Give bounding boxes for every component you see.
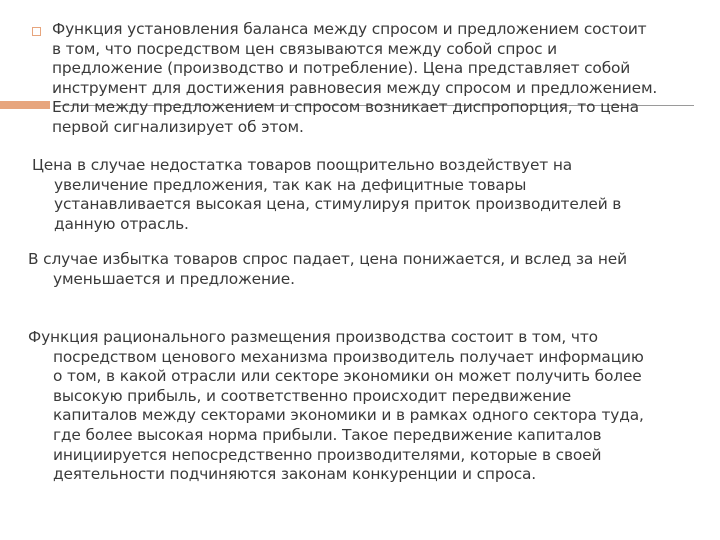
text-line: в том, что посредством цен связываются между собой спрос и bbox=[52, 39, 558, 58]
text-line: о том, в какой отрасли или секторе экономики он может получить более bbox=[53, 367, 642, 386]
text-line: где более высокая норма прибыли. Такое передвижение капиталов bbox=[53, 425, 602, 444]
text-line: устанавливается высокая цена, стимулируя приток производителей в bbox=[54, 195, 622, 214]
text-line: высокую прибыль, и соответственно происходит передвижение bbox=[53, 386, 572, 405]
text-line: деятельности подчиняются законам конкуренции и спроса. bbox=[53, 465, 537, 484]
paragraph-allocation-function bbox=[28, 328, 644, 485]
text-line: Функция установления баланса между спросом и предложением состоит bbox=[52, 20, 647, 38]
text-line: уменьшается и предложение. bbox=[53, 269, 295, 288]
text-line: капиталов между секторами экономики и в рамках одного сектора туда, bbox=[53, 406, 644, 425]
paragraph-surplus bbox=[28, 250, 627, 289]
paragraph-balance-function bbox=[52, 20, 657, 138]
text-line: инициируется непосредственно производителями, которые в своей bbox=[53, 445, 602, 464]
text-line: Если между предложением и спросом возникает диспропорция, то цена bbox=[52, 98, 639, 117]
text-line: первой сигнализирует об этом. bbox=[52, 117, 304, 136]
text-line: Функция рационального размещения производства состоит в том, что bbox=[28, 328, 598, 346]
text-line: Цена в случае недостатка товаров поощрительно воздействует на bbox=[32, 156, 573, 174]
paragraph-shortage bbox=[32, 156, 621, 234]
accent-bar bbox=[0, 101, 50, 109]
text-line: предложение (производство и потребление). Цена представляет собой bbox=[52, 59, 631, 78]
text-line: В случае избытка товаров спрос падает, цена понижается, и вслед за ней bbox=[28, 250, 627, 268]
square-bullet-icon bbox=[32, 27, 41, 36]
text-line: посредством ценового механизма производитель получает информацию bbox=[53, 347, 644, 366]
text-line: инструмент для достижения равновесия между спросом и предложением. bbox=[52, 78, 658, 97]
text-line: данную отрасль. bbox=[54, 214, 189, 233]
text-line: увеличение предложения, так как на дефицитные товары bbox=[54, 175, 527, 194]
